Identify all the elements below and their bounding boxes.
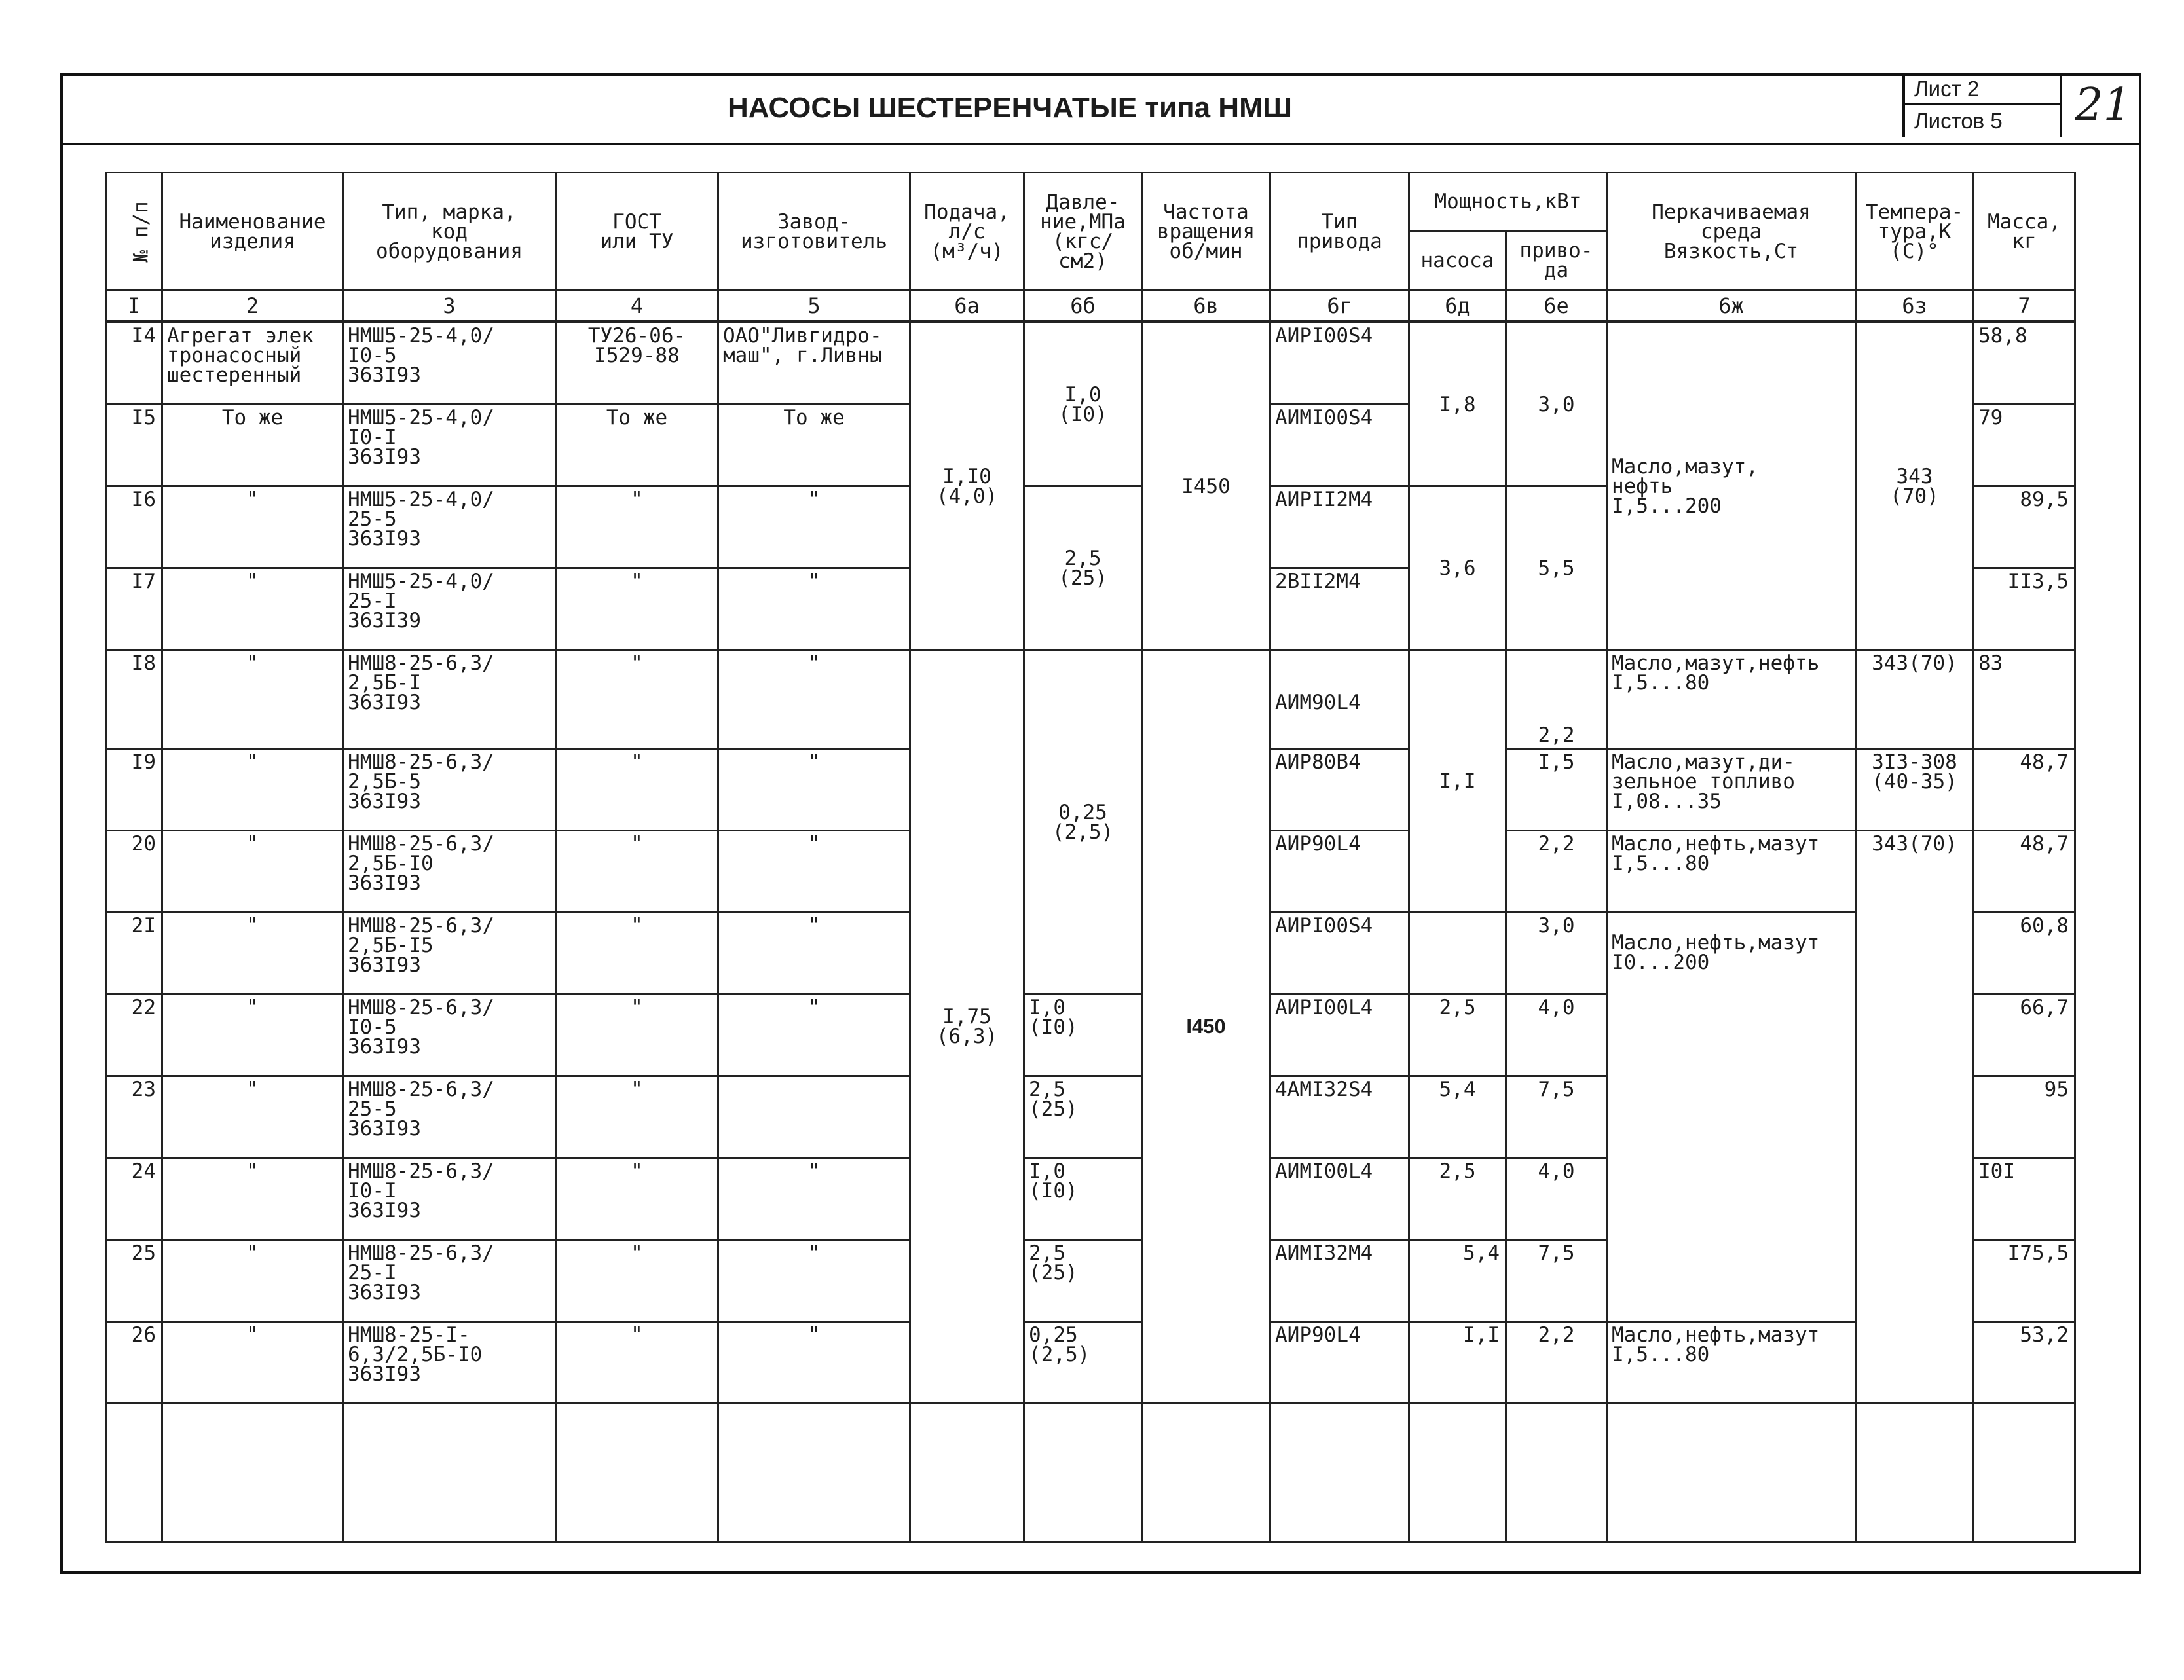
power-pump: I,I: [1409, 1322, 1506, 1404]
power-pump: [1409, 913, 1506, 995]
drive-type: АИМI32М4: [1270, 1240, 1409, 1322]
drive-type: АИР80В4: [1270, 749, 1409, 831]
col-number: 6г: [1270, 291, 1409, 322]
temp-value: 3I3-308 (40-35): [1856, 749, 1974, 831]
pressure-value: 2,5 (25): [1024, 1240, 1142, 1322]
mass-value: II3,5: [1974, 568, 2075, 650]
temp-value: 343(70): [1856, 650, 1974, 749]
drive-type: АИМI00S4: [1270, 405, 1409, 486]
product-maker: ": [718, 1158, 910, 1240]
row-number: 25: [106, 1240, 162, 1322]
header-temp: Темпера- тура,К (С)°: [1856, 173, 1974, 291]
power-drive: I,5: [1506, 749, 1607, 831]
product-maker: То же: [718, 405, 910, 486]
mass-value: 89,5: [1974, 486, 2075, 568]
product-maker: ": [718, 568, 910, 650]
col-number: 6д: [1409, 291, 1506, 322]
col-number: 7: [1974, 291, 2075, 322]
row-number: I5: [106, 405, 162, 486]
power-drive: 4,0: [1506, 1158, 1607, 1240]
product-maker: ОАО"Ливгидро- маш", г.Ливны: [718, 322, 910, 405]
product-type: НМШ5-25-4,0/ I0-I 363I93: [343, 405, 556, 486]
product-gost: ": [556, 749, 718, 831]
empty-cell: [162, 1404, 343, 1542]
empty-cell: [1506, 1404, 1607, 1542]
product-name: ": [162, 913, 343, 995]
product-gost: ": [556, 650, 718, 749]
power-drive: 2,2: [1506, 1322, 1607, 1404]
drive-type: АИР90L4: [1270, 831, 1409, 913]
medium-value: Масло,нефть,мазут I,5...80: [1607, 1322, 1856, 1404]
power-pump: I,8: [1409, 322, 1506, 486]
product-gost: ": [556, 1322, 718, 1404]
header-type: Тип, марка, код оборудования: [343, 173, 556, 291]
product-maker: ": [718, 995, 910, 1076]
drive-type: АИРI00S4: [1270, 913, 1409, 995]
pressure-value: I,0 (I0): [1024, 322, 1142, 486]
page-number: 21: [2060, 73, 2144, 137]
row-number: I8: [106, 650, 162, 749]
power-drive: 7,5: [1506, 1076, 1607, 1158]
product-type: НМШ8-25-6,3/ 2,5Б-I5 363I93: [343, 913, 556, 995]
header-flow: Подача, л/с (м³/ч): [910, 173, 1024, 291]
product-type: НМШ5-25-4,0/ I0-5 363I93: [343, 322, 556, 405]
col-number: 6б: [1024, 291, 1142, 322]
product-type: НМШ5-25-4,0/ 25-5 363I93: [343, 486, 556, 568]
empty-cell: [556, 1404, 718, 1542]
header-power-pump: насоса: [1409, 231, 1506, 291]
mass-value: 79: [1974, 405, 2075, 486]
power-drive: 3,0: [1506, 322, 1607, 486]
product-gost: ": [556, 486, 718, 568]
sheet-box: [1902, 73, 2060, 137]
mass-value: I0I: [1974, 1158, 2075, 1240]
header-drive: Тип привода: [1270, 173, 1409, 291]
product-gost: ": [556, 995, 718, 1076]
product-gost: ": [556, 568, 718, 650]
col-number: 6ж: [1607, 291, 1856, 322]
medium-value: Масло,мазут,ди- зельное топливо I,08...35: [1607, 749, 1856, 831]
product-name: ": [162, 486, 343, 568]
flow-value: I,75 (6,3): [910, 650, 1024, 1404]
pressure-value: 2,5 (25): [1024, 1076, 1142, 1158]
drive-type: 2ВII2М4: [1270, 568, 1409, 650]
empty-cell: [1607, 1404, 1856, 1542]
row-number: 23: [106, 1076, 162, 1158]
mass-value: I75,5: [1974, 1240, 2075, 1322]
pressure-value: I,0 (I0): [1024, 995, 1142, 1076]
product-maker: ": [718, 913, 910, 995]
medium-value: Масло,нефть,мазут I,5...80: [1607, 831, 1856, 913]
temp-value: 343(70): [1856, 831, 1974, 1404]
col-number: 2: [162, 291, 343, 322]
product-gost: То же: [556, 405, 718, 486]
drive-type: АИМI00L4: [1270, 1158, 1409, 1240]
product-name: ": [162, 831, 343, 913]
product-gost: ": [556, 1076, 718, 1158]
col-number: 5: [718, 291, 910, 322]
product-gost: ": [556, 1240, 718, 1322]
product-gost: ": [556, 913, 718, 995]
header-gost: ГОСТ или ТУ: [556, 173, 718, 291]
product-type: НМШ8-25-6,3/ 2,5Б-5 363I93: [343, 749, 556, 831]
power-pump: 2,5: [1409, 995, 1506, 1076]
col-number: 6з: [1856, 291, 1974, 322]
power-pump: 2,5: [1409, 1158, 1506, 1240]
drive-type: АИРII2М4: [1270, 486, 1409, 568]
title-bar: [60, 73, 2141, 145]
empty-cell: [1142, 1404, 1270, 1542]
table-row: [106, 1322, 2075, 1404]
power-pump: I,I: [1409, 650, 1506, 913]
product-name: Агрегат элек тронасосный шестеренный: [162, 322, 343, 405]
col-number: 6е: [1506, 291, 1607, 322]
mass-value: 48,7: [1974, 749, 2075, 831]
product-gost: ТУ26-06- I529-88: [556, 322, 718, 405]
header-name: Наименование изделия: [162, 173, 343, 291]
header-medium: Перкачиваемая среда Вязкость,Ст: [1607, 173, 1856, 291]
product-maker: ": [718, 831, 910, 913]
sheets-total-label: Листов 5: [1914, 109, 2003, 133]
power-pump: 5,4: [1409, 1240, 1506, 1322]
medium-value: Масло,мазут,нефть I,5...80: [1607, 650, 1856, 749]
product-name: ": [162, 995, 343, 1076]
temp-value: 343 (70): [1856, 322, 1974, 650]
empty-cell: [1270, 1404, 1409, 1542]
header-freq: Частота вращения об/мин: [1142, 173, 1270, 291]
pump-table: [105, 172, 2076, 1543]
medium-text: Масло,нефть,мазут I0...200: [1612, 931, 1820, 974]
pressure-value: 0,25 (2,5): [1024, 1322, 1142, 1404]
empty-cell: [1409, 1404, 1506, 1542]
header-num: № п/п: [106, 173, 162, 291]
drive-type: АИМ90L4: [1270, 650, 1409, 749]
product-type: НМШ8-25-6,3/ 25-I 363I93: [343, 1240, 556, 1322]
product-name: ": [162, 1240, 343, 1322]
row-number: I6: [106, 486, 162, 568]
flow-value: I,I0 (4,0): [910, 322, 1024, 650]
mass-value: 53,2: [1974, 1322, 2075, 1404]
product-name: ": [162, 1076, 343, 1158]
product-maker: ": [718, 1240, 910, 1322]
product-maker: ": [718, 650, 910, 749]
product-type: НМШ8-25-6,3/ 2,5Б-I0 363I93: [343, 831, 556, 913]
row-number: 20: [106, 831, 162, 913]
product-name: ": [162, 1322, 343, 1404]
product-maker: ": [718, 749, 910, 831]
product-type: НМШ8-25-6,3/ 2,5Б-I 363I93: [343, 650, 556, 749]
mass-value: 83: [1974, 650, 2075, 749]
header-pressure: Давле- ние,МПа (кгс/см2): [1024, 173, 1142, 291]
mass-value: 58,8: [1974, 322, 2075, 405]
product-type: НМШ5-25-4,0/ 25-I 363I39: [343, 568, 556, 650]
row-number: I7: [106, 568, 162, 650]
power-pump: 5,4: [1409, 1076, 1506, 1158]
drive-type: АИР90L4: [1270, 1322, 1409, 1404]
pressure-value: I,0 (I0): [1024, 1158, 1142, 1240]
power-drive: 3,0: [1506, 913, 1607, 995]
product-maker: [718, 1076, 910, 1158]
row-number: I4: [106, 322, 162, 405]
product-name: ": [162, 568, 343, 650]
table-row: [106, 650, 2075, 749]
empty-cell: [1974, 1404, 2075, 1542]
empty-cell: [1024, 1404, 1142, 1542]
product-type: НМШ8-25-I- 6,3/2,5Б-I0 363I93: [343, 1322, 556, 1404]
table-row-empty: [106, 1404, 2075, 1542]
empty-cell: [718, 1404, 910, 1542]
row-number: 24: [106, 1158, 162, 1240]
row-number: 22: [106, 995, 162, 1076]
freq-value: I450: [1142, 650, 1270, 1404]
sheet-label: Лист 2: [1905, 73, 2060, 105]
power-pump: 3,6: [1409, 486, 1506, 650]
col-number: 3: [343, 291, 556, 322]
empty-cell: [343, 1404, 556, 1542]
product-gost: ": [556, 1158, 718, 1240]
pressure-value: 2,5 (25): [1024, 486, 1142, 650]
drive-type: 4АМI32S4: [1270, 1076, 1409, 1158]
header-maker: Завод- изготовитель: [718, 173, 910, 291]
pressure-value: 0,25 (2,5): [1024, 650, 1142, 995]
power-drive: 4,0: [1506, 995, 1607, 1076]
power-drive: 2,2: [1506, 831, 1607, 913]
product-type: НМШ8-25-6,3/ I0-I 363I93: [343, 1158, 556, 1240]
product-name: ": [162, 749, 343, 831]
drive-type: АИРI00S4: [1270, 322, 1409, 405]
mass-value: 48,7: [1974, 831, 2075, 913]
col-number: I: [106, 291, 162, 322]
page-title: НАСОСЫ ШЕСТЕРЕНЧАТЫЕ типа НМШ: [728, 92, 1292, 124]
product-gost: ": [556, 831, 718, 913]
table-row: [106, 322, 2075, 405]
row-number: 2I: [106, 913, 162, 995]
product-maker: ": [718, 1322, 910, 1404]
empty-cell: [1856, 1404, 1974, 1542]
col-number: 6в: [1142, 291, 1270, 322]
medium-value: Масло,мазут, нефть I,5...200: [1607, 322, 1856, 650]
product-type: НМШ8-25-6,3/ I0-5 363I93: [343, 995, 556, 1076]
header-mass: Масса, кг: [1974, 173, 2075, 291]
mass-value: 66,7: [1974, 995, 2075, 1076]
header-power-drive: приво- да: [1506, 231, 1607, 291]
product-name: ": [162, 650, 343, 749]
product-maker: ": [718, 486, 910, 568]
empty-cell: [910, 1404, 1024, 1542]
row-number: I9: [106, 749, 162, 831]
mass-value: 95: [1974, 1076, 2075, 1158]
col-number: 4: [556, 291, 718, 322]
col-number: 6а: [910, 291, 1024, 322]
product-name: ": [162, 1158, 343, 1240]
medium-value: [1607, 913, 1856, 1322]
mass-value: 60,8: [1974, 913, 2075, 995]
power-drive: 7,5: [1506, 1240, 1607, 1322]
product-name: То же: [162, 405, 343, 486]
freq-value: I450: [1142, 322, 1270, 650]
power-drive: 2,2: [1506, 650, 1607, 749]
product-type: НМШ8-25-6,3/ 25-5 363I93: [343, 1076, 556, 1158]
row-number: 26: [106, 1322, 162, 1404]
header-power: Мощность,кВт: [1409, 173, 1607, 231]
power-drive: 5,5: [1506, 486, 1607, 650]
drive-type: АИРI00L4: [1270, 995, 1409, 1076]
empty-cell: [106, 1404, 162, 1542]
